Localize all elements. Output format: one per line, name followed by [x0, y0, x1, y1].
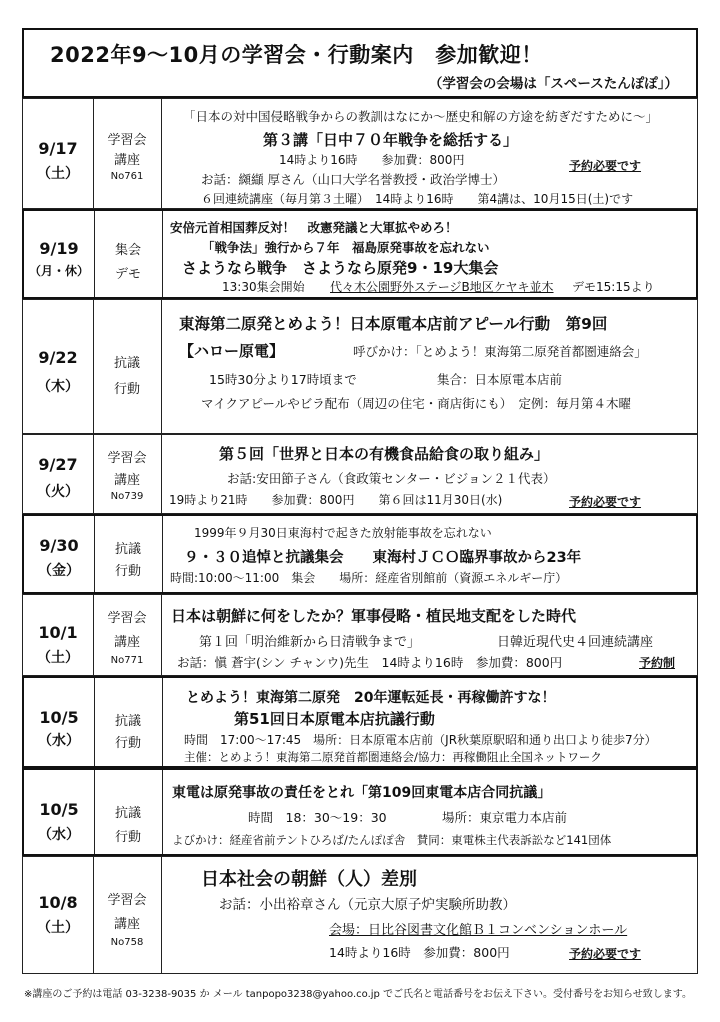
event-details — [161, 857, 697, 973]
event-venue: 代々木公園野外ステージB地区ケヤキ並木 — [330, 280, 554, 294]
date-cell — [24, 678, 95, 766]
event-type: 抗議 — [114, 714, 141, 729]
reservation-note: 予約必要です — [569, 947, 642, 961]
lecture-number: No739 — [110, 491, 144, 502]
event-headline: 第５回「世界と日本の有機食品給食の取り組み」 — [219, 445, 550, 463]
page-subtitle: （学習会の会場は「スペースたんぽぽ」） — [428, 76, 678, 92]
event-subtype: 行動 — [114, 564, 141, 579]
event-details — [161, 435, 697, 513]
event-theme: 「日本の対中国侵略戦争からの教訓はなにか～歴史和解の方途を紡ぎだすために～」 — [183, 109, 659, 124]
type-cell — [93, 435, 162, 513]
type-cell — [93, 595, 162, 675]
event-subtype: 行動 — [114, 830, 141, 845]
event-headline: 第３講「日中７０年戦争を総括する」 — [263, 131, 519, 149]
event-type: 抗議 — [113, 356, 140, 371]
event-details — [162, 678, 696, 766]
event-details — [161, 99, 697, 208]
reservation-note: 予約必要です — [569, 495, 642, 509]
event-place: 場所：東京電力本店前 — [442, 810, 568, 825]
event-weekday: （火） — [37, 484, 79, 500]
event-description: マイクアピールやビラ配布（周辺の住宅・商店街にも） 定例：毎月第４木曜 — [201, 396, 632, 411]
event-date: 10/5 — [39, 800, 79, 819]
event-time: 13:30集会開始 — [222, 280, 305, 294]
event-type: 学習会 — [107, 451, 147, 466]
type-cell — [93, 99, 162, 208]
event-organizer: 主催：とめよう！東海第二原発首都圏連絡会/協力：再稼働阻止全国ネットワーク — [184, 750, 602, 764]
event-time-fee: 14時より16時 参加費：800円 — [279, 153, 465, 167]
event-subtype: デモ — [114, 267, 141, 282]
event-weekday: （月・休） — [28, 264, 89, 278]
type-cell — [94, 678, 163, 766]
event-venue: 会場：日比谷図書文化館Ｂ１コンベンションホール — [329, 923, 628, 938]
event-speaker: お話:安田節子さん（食政策センター・ビジョン２１代表） — [227, 471, 556, 486]
event-weekday: （土） — [37, 920, 79, 936]
event-type: 学習会 — [107, 893, 147, 908]
event-headline: 日本は朝鮮に何をしたか？軍事侵略・植民地支配をした時代 — [171, 607, 577, 625]
event-row — [22, 434, 698, 514]
date-cell — [24, 211, 95, 297]
type-cell — [94, 770, 163, 854]
event-weekday: （木） — [37, 379, 79, 395]
event-row — [22, 299, 698, 434]
event-date: 9/30 — [39, 536, 79, 555]
lecture-number: No761 — [110, 171, 144, 182]
event-slogan: 安倍元首相国葬反対！ 改憲発議と大軍拡やめろ！ — [170, 220, 458, 235]
date-cell — [24, 516, 95, 592]
event-subtype: 講座 — [113, 635, 140, 650]
event-headline: 日本社会の朝鮮（人）差別 — [201, 869, 417, 890]
date-cell — [23, 300, 94, 433]
event-speaker: お話：小出裕章さん（元京大原子炉実験所助教） — [219, 897, 516, 913]
event-row — [22, 676, 698, 768]
event-weekday: （土） — [37, 166, 79, 182]
event-subtype: 講座 — [113, 473, 140, 488]
event-details — [162, 770, 696, 854]
event-series: 日韓近現代史４回連続講座 — [497, 635, 654, 650]
event-type: 学習会 — [107, 611, 147, 626]
event-row — [22, 768, 698, 856]
event-time-place: 時間:10:00～11:00 集会 場所：経産省別館前（資源エネルギー庁） — [170, 571, 568, 585]
event-row — [22, 856, 698, 974]
event-details — [161, 300, 697, 433]
event-subtype: 行動 — [113, 382, 140, 397]
event-time: 時間 18：30～19：30 — [248, 810, 387, 825]
event-time-fee: 19時より21時 参加費：800円 第６回は11月30日(水) — [169, 493, 503, 507]
event-remembrance: 1999年９月30日東海村で起きた放射能事故を忘れない — [194, 526, 492, 540]
date-cell — [24, 770, 95, 854]
reservation-note: 予約必要です — [569, 159, 642, 173]
event-subtype: 講座 — [113, 153, 140, 168]
event-date: 10/5 — [39, 708, 79, 727]
event-date: 9/17 — [38, 139, 78, 158]
event-date: 10/8 — [38, 893, 78, 912]
event-subtype: 行動 — [114, 736, 141, 751]
event-nickname: 【ハロー原電】 — [179, 342, 285, 360]
event-headline: ９・３０追悼と抗議集会 東海村ＪＣＯ臨界事故から23年 — [184, 550, 582, 566]
type-cell — [94, 516, 163, 592]
event-details — [161, 595, 697, 675]
lecture-number: No771 — [110, 655, 144, 666]
date-cell — [23, 435, 94, 513]
event-row — [22, 209, 698, 299]
event-row — [22, 514, 698, 594]
event-headline: 東電は原発事故の責任をとれ「第109回東電本店合同抗議」 — [172, 785, 552, 801]
event-headline: 第51回日本原電本店抗議行動 — [234, 710, 435, 728]
reservation-note: 予約制 — [639, 656, 676, 670]
event-weekday: （水） — [38, 733, 80, 749]
event-details — [162, 211, 696, 297]
type-cell — [93, 300, 162, 433]
event-speaker: お話：纐纈 厚さん（山口大学名誉教授・政治学博士） — [201, 172, 505, 187]
event-weekday: （土） — [37, 650, 79, 666]
date-cell — [23, 857, 94, 973]
event-organizer: 呼びかけ：「とめよう！東海第二原発首都圏連絡会」 — [353, 344, 647, 359]
event-row — [22, 98, 698, 209]
demo-time: デモ15:15より — [572, 280, 655, 294]
event-headline: さようなら戦争 さようなら原発9・19大集会 — [182, 259, 499, 277]
event-type: 集会 — [114, 243, 141, 258]
type-cell — [94, 211, 163, 297]
event-weekday: （水） — [38, 827, 80, 843]
event-time: 15時30分より17時頃まで — [209, 372, 357, 387]
event-headline: 東海第二原発とめよう！日本原電本店前アピール行動 第9回 — [179, 315, 608, 333]
type-cell — [93, 857, 162, 973]
event-session: 第１回「明治維新から日清戦争まで」 — [199, 635, 421, 650]
event-weekday: （金） — [38, 563, 80, 579]
event-details — [162, 516, 696, 592]
event-date: 9/27 — [38, 455, 78, 474]
event-date: 10/1 — [38, 623, 78, 642]
date-cell — [23, 595, 94, 675]
date-cell — [23, 99, 94, 208]
lecture-number: No758 — [110, 937, 144, 948]
event-subtype: 講座 — [113, 917, 140, 932]
event-date: 9/22 — [38, 348, 78, 367]
event-time-fee: 14時より16時 参加費：800円 — [329, 945, 510, 960]
event-slogan: とめよう！東海第二原発 20年運転延長・再稼働許すな！ — [186, 690, 556, 706]
page-title: 2022年9～10月の学習会・行動案内 参加歓迎！ — [50, 43, 543, 67]
event-speaker: お話：愼 蒼宇(シン チャンウ)先生 14時より16時 参加費：800円 — [177, 655, 563, 670]
event-row — [22, 594, 698, 676]
header-box — [22, 28, 698, 98]
event-meeting-point: 集合：日本原電本店前 — [437, 372, 563, 387]
event-schedule: ６回連続講座（毎月第３土曜） 14時より16時 第4講は、10月15日(土)です — [201, 192, 634, 206]
event-time-place: 時間 17:00～17:45 場所：日本原電本店前（JR秋葉原駅昭和通り出口より徒歩7分） — [184, 733, 657, 747]
event-type: 抗議 — [114, 806, 141, 821]
event-organizer: よびかけ：経産省前テントひろば/たんぽぽ舎 賛同：東電株主代表訴訟など141団体 — [172, 833, 612, 847]
footer-note: ※講座のご予約は電話 03-3238-9035 か メール tanpopo3238@yahoo.co.jp でご氏名と電話番号をお伝え下さい。受付番号をお知らせ致します。 — [24, 989, 692, 1000]
flyer — [10, 10, 707, 1010]
event-type: 学習会 — [107, 133, 147, 148]
event-slogan: 「戦争法」強行から７年 福島原発事故を忘れない — [202, 240, 490, 255]
event-type: 抗議 — [114, 542, 141, 557]
event-date: 9/19 — [39, 239, 79, 258]
